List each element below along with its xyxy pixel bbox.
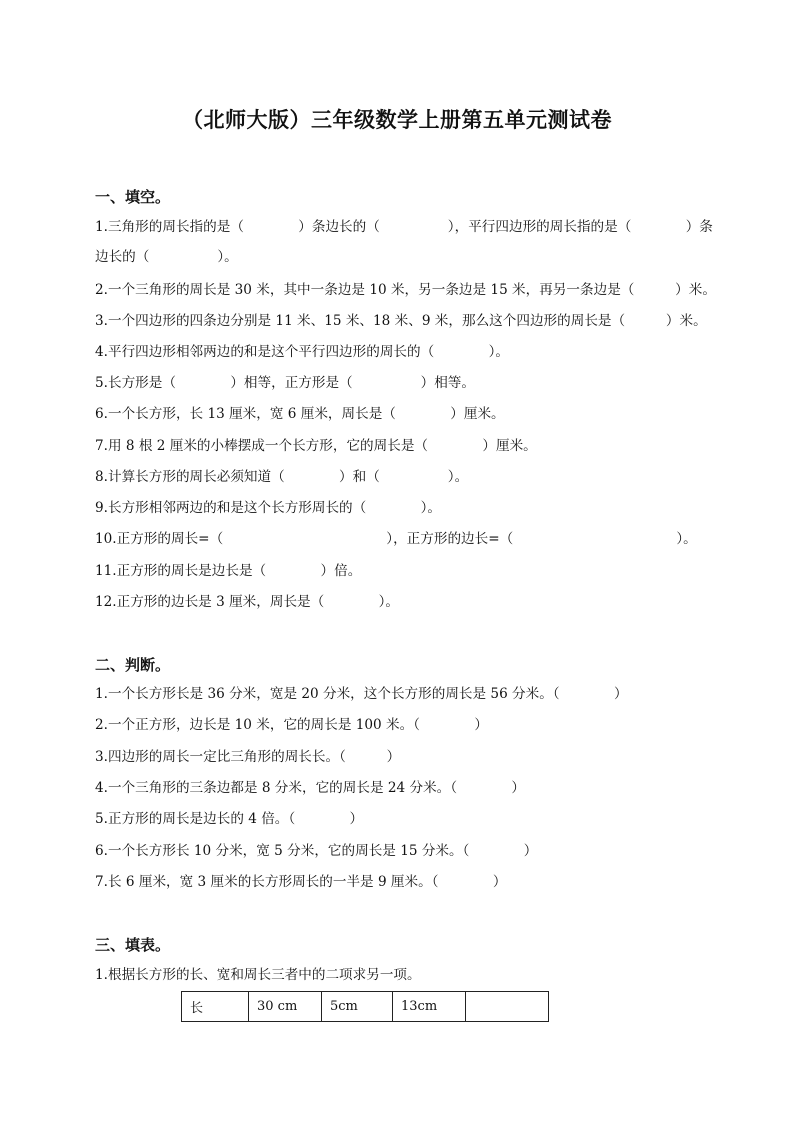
fill-question: 12.正方形的边长是 3 厘米，周长是（ ）。 <box>95 594 399 610</box>
fill-question: 6.一个长方形，长 13 厘米，宽 6 厘米，周长是（ ）厘米。 <box>95 406 505 422</box>
rectangle-table <box>181 991 549 1022</box>
judge-question: 3.四边形的周长一定比三角形的周长长。（ ） <box>95 749 401 765</box>
table-cell-header: 长 <box>182 992 249 1022</box>
judge-question: 2.一个正方形，边长是 10 米，它的周长是 100 米。（ ） <box>95 717 488 733</box>
table-cell-empty[interactable] <box>466 992 549 1022</box>
fill-question: 8.计算长方形的周长必须知道（ ）和（ ）。 <box>95 469 469 485</box>
judge-question: 1.一个长方形长是 36 分米，宽是 20 分米，这个长方形的周长是 56 分米。（ ） <box>95 686 628 702</box>
fill-question: 9.长方形相邻两边的和是这个长方形周长的（ ）。 <box>95 500 442 516</box>
page-title: （北师大版）三年级数学上册第五单元测试卷 <box>182 107 612 132</box>
fill-question: 4.平行四边形相邻两边的和是这个平行四边形的周长的（ ）。 <box>95 344 509 360</box>
section-heading-fill: 一、填空。 <box>95 188 171 206</box>
table-cell: 30 cm <box>249 992 322 1022</box>
fill-question: 5.长方形是（ ）相等，正方形是（ ）相等。 <box>95 375 475 391</box>
fill-question: 10.正方形的周长=（ ），正方形的边长=（ ）。 <box>95 531 697 547</box>
fill-question: 边长的（ ）。 <box>95 249 238 265</box>
table-intro: 1.根据长方形的长、宽和周长三者中的二项求另一项。 <box>95 967 421 983</box>
judge-question: 7.长 6 厘米，宽 3 厘米的长方形周长的一半是 9 厘米。（ ） <box>95 874 507 890</box>
fill-question: 1.三角形的周长指的是（ ）条边长的（ ），平行四边形的周长指的是（ ）条 <box>95 219 713 235</box>
table-row <box>182 992 549 1022</box>
section-heading-judge: 二、判断。 <box>95 656 171 674</box>
fill-question: 2.一个三角形的周长是 30 米，其中一条边是 10 米，另一条边是 15 米，再另一条边是（ ）米。 <box>95 282 716 298</box>
table-cell: 13cm <box>393 992 466 1022</box>
section-heading-table: 三、填表。 <box>95 936 171 954</box>
judge-question: 6.一个长方形长 10 分米，宽 5 分米，它的周长是 15 分米。（ ） <box>95 843 538 859</box>
fill-question: 3.一个四边形的四条边分别是 11 米、15 米、18 米、9 米，那么这个四边形的周长是（ ）米。 <box>95 313 707 329</box>
judge-question: 5.正方形的周长是边长的 4 倍。（ ） <box>95 811 364 827</box>
table-cell: 5cm <box>322 992 393 1022</box>
fill-question: 11.正方形的周长是边长是（ ）倍。 <box>95 563 362 579</box>
fill-question: 7.用 8 根 2 厘米的小棒摆成一个长方形，它的周长是（ ）厘米。 <box>95 438 537 454</box>
judge-question: 4.一个三角形的三条边都是 8 分米，它的周长是 24 分米。（ ） <box>95 780 526 796</box>
